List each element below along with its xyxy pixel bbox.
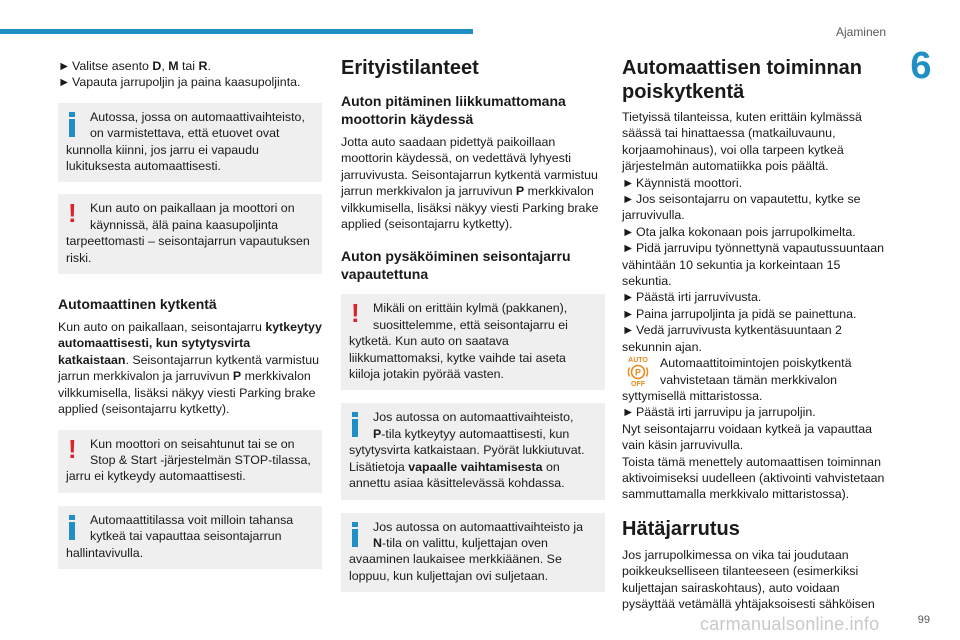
arrow-icon: ►: [622, 192, 635, 207]
arrow-icon: ►: [622, 241, 635, 256]
info-box-p-mode: Jos autossa on automaattivaihteisto, P-tila kytkeytyy automaattisesti, kun sytytysvirta katkaistaan. Pyörät lukkiutuvat. Lisätietoja vapaalle vaihtamisesta on annettu asiaa käsittelevässä kohdassa.: [341, 403, 605, 499]
info-icon: [69, 515, 78, 540]
paragraph-repeat: Toista tämä menettely automaattisen toiminnan aktivoimiseksi uudelleen (aktivointi vahvistetaan sammuttamalla merkkivalo mittaristossa).: [622, 454, 885, 502]
step-1: ► Käynnistä moottori.: [622, 175, 743, 190]
auto-off-icon-bottom-text: OFF: [631, 381, 645, 388]
column-right: [622, 56, 888, 612]
section-heading-emergency: Hätäjarrutus: [622, 517, 740, 540]
chapter-title: Ajaminen: [835, 25, 886, 39]
warning-box-cold: ! Mikäli on erittäin kylmä (pakkanen), suosittelemme, että seisontajarru ei kytketä. Kun auto on saatava liikkumattomaksi, kytke vaihde tai aseta kiiloja jotakin pyörää vasten.: [341, 294, 605, 390]
info-box-doors: Autossa, jossa on automaattivaihteisto, on varmistettava, että etuovet ovat kunnolla kiinni, jos jarru ei vapaudu lukituksesta automaattisesti.: [58, 103, 322, 183]
paragraph-automatic: Kun auto on paikallaan, seisontajarru kytkeytyy automaattisesti, kun sytytysvirta katkaistaan. Seisontajarrun kytkentä varmistuu jarrun merkkivalon ja jarruvivun P merkkivalon vilkkumisella, lisäksi näkyy viesti Parking brake applied (seisontajarru kytketty).: [58, 320, 322, 417]
warning-box-accelerator: ! Kun auto on paikallaan ja moottori on käynnissä, älä paina kaasupoljinta tarpeettomasti – seisontajarrun vapautuksen riski.: [58, 194, 322, 274]
arrow-icon: ►: [622, 175, 635, 190]
step-2: ► Jos seisontajarru on vapautettu, kytke se jarruvivulla.: [622, 192, 861, 223]
step-7: ► Vedä jarruvivusta kytkentäsuuntaan 2 sekunnin ajan.: [622, 323, 842, 354]
auto-off-warning-icon: [622, 355, 654, 387]
subheading-keep-stationary: Auton pitäminen liikkumattomana moottorin käydessä: [341, 93, 566, 127]
info-icon: [352, 522, 361, 547]
section-heading-auto-off: Automaattisen toiminnan poiskytkentä: [622, 57, 863, 103]
column-left: [58, 58, 322, 569]
paragraph-auto-off-intro: Tietyissä tilanteissa, kuten erittäin kylmässä säässä tai hinattaessa (matkailuvaunu, korjaamohinaus), voi olla tarpeen kytkeä järjestelmän automatiikka pois päältä.: [622, 110, 862, 174]
step-5: ► Päästä irti jarruvivusta.: [622, 290, 762, 305]
step-release-pedal: ► Vapauta jarrupoljin ja paina kaasupoljinta.: [58, 75, 301, 90]
warning-icon: !: [68, 198, 77, 229]
arrow-icon: ►: [622, 290, 635, 305]
paragraph-emergency: Jos jarrupolkimessa on vika tai joudutaan poikkeukselliseen tilanteeseen (esimerkiksi kuljettajan sairaskohtaus), auto voidaan pysäyttää vetämällä yhtäjaksoisesti sähköisen: [622, 547, 875, 611]
arrow-icon: ►: [58, 59, 71, 73]
step-4: ► Pidä jarruvipu työnnettynä vapautussuuntaan vähintään 10 sekuntia ja korkeintaan 15 sekuntia.: [622, 241, 884, 289]
warning-icon: !: [68, 433, 77, 464]
auto-off-icon-mid-text: P: [634, 367, 642, 378]
page-number: 99: [917, 614, 930, 626]
step-8: ► Päästä irti jarruvipu ja jarrupoljin.: [622, 405, 816, 420]
arrow-icon: ►: [58, 75, 71, 90]
step-3: ► Ota jalka kokonaan pois jarrupolkimelta.: [622, 224, 856, 239]
subheading-park-released: Auton pysäköiminen seisontajarru vapautettuna: [341, 248, 571, 283]
arrow-icon: ►: [622, 323, 635, 338]
info-icon: [69, 112, 78, 137]
header-accent-bar: [0, 29, 473, 34]
auto-off-confirmation: AUTO P OFF Automaattitoimintojen poiskytkentä vahvistetaan tämän merkkivalon syttymisellä mittaristossa.: [622, 356, 852, 403]
step-6: ► Paina jarrupoljinta ja pidä se painettuna.: [622, 306, 857, 321]
paragraph-keep-stationary: Jotta auto saadaan pidettyä paikoillaan moottorin käydessä, on vedettävä lyhyesti jarruvivusta. Seisontajarrun kytkentä varmistuu jarrun merkkivalon ja jarruvivun P merkkivalon vilkkumisella, lisäksi näkyy viesti Parking brake applied (seisontajarru kytketty).: [341, 135, 599, 232]
info-icon: [352, 412, 361, 437]
warning-icon: !: [351, 298, 360, 329]
auto-off-icon-top-text: AUTO: [628, 357, 648, 365]
info-box-n-mode: Jos autossa on automaattivaihteisto ja N-tila on valittu, kuljettajan oven avaaminen laukaisee merkkiäänen. Se loppuu, kun kuljettajan ovi suljetaan.: [341, 513, 605, 593]
step-select-gear: ► Valitse asento D, M tai R.: [58, 59, 211, 73]
warning-box-stop-start: ! Kun moottori on seisahtunut tai se on Stop & Start -järjestelmän STOP-tilassa, jarru ei kytkeydy automaattisesti.: [58, 430, 322, 493]
arrow-icon: ►: [622, 224, 635, 239]
arrow-icon: ►: [622, 306, 635, 321]
column-middle: [341, 56, 605, 592]
arrow-icon: ►: [622, 405, 635, 420]
paragraph-manual-only: Nyt seisontajarru voidaan kytkeä ja vapauttaa vain käsin jarruvivulla.: [622, 421, 873, 453]
section-heading-special: Erityistilanteet: [341, 57, 479, 79]
section-heading-automatic: Automaattinen kytkentä: [58, 296, 217, 313]
info-box-manual-control: Automaattitilassa voit milloin tahansa kytkeä tai vapauttaa seisontajarrun hallintavivulla.: [58, 506, 322, 569]
chapter-number: 6: [910, 45, 932, 87]
watermark: carmanualsonline.info: [700, 614, 880, 634]
